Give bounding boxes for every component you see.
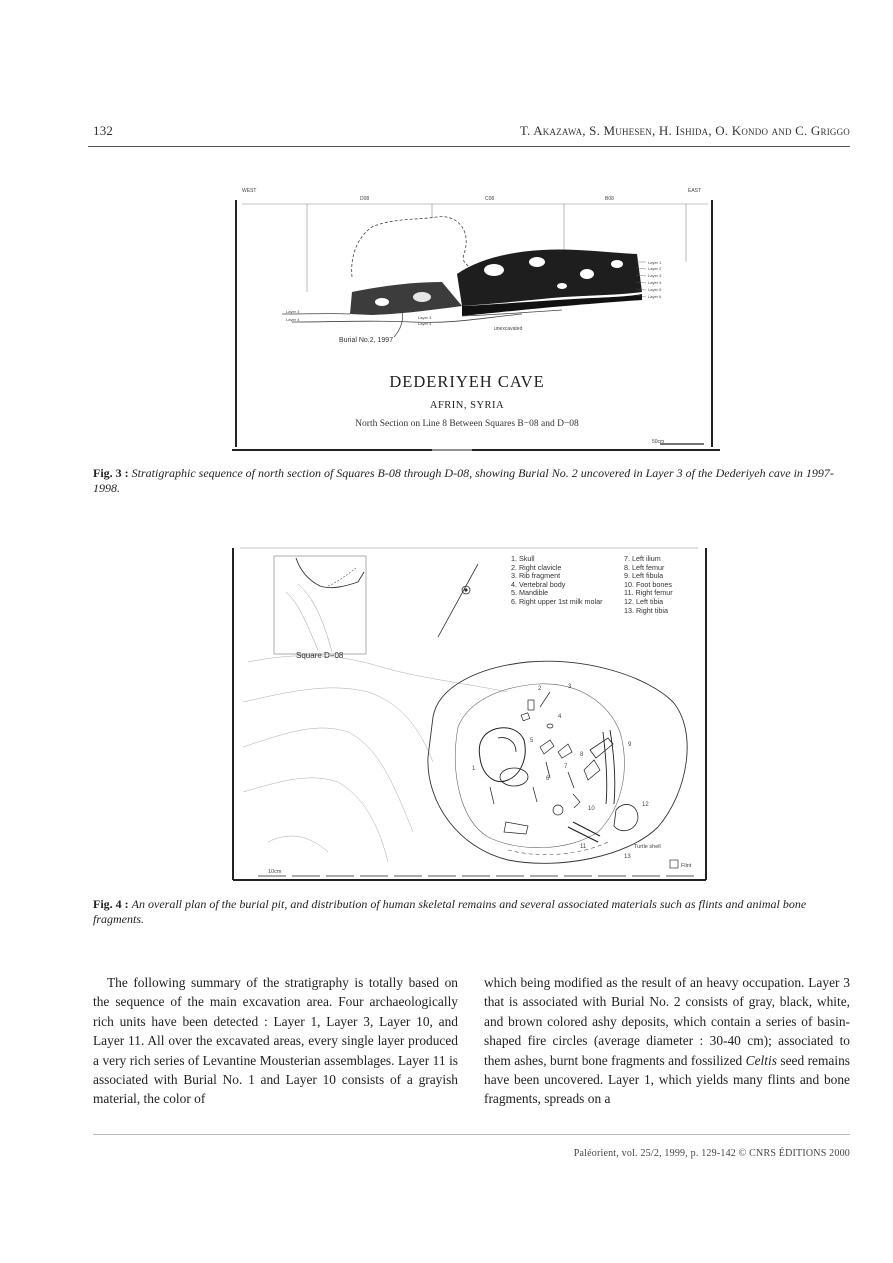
legend-item: 4. Vertebral body <box>511 579 566 589</box>
legend-item: 10. Foot bones <box>624 579 672 589</box>
bone-number-4: 4 <box>558 714 562 720</box>
legend-item: 8. Left femur <box>624 562 665 572</box>
left-layer-3-label: Layer 3 <box>286 309 300 314</box>
west-label: WEST <box>242 188 257 194</box>
legend-item: 1. Skull <box>511 554 535 563</box>
figure-subtitle: AFRIN, SYRIA <box>429 400 505 411</box>
bone-number-6: 6 <box>546 776 550 782</box>
legend-item: 13. Right tibia <box>624 605 668 615</box>
bone-number-13: 13 <box>624 854 631 860</box>
square-b08-label: B08 <box>605 196 614 202</box>
legend-item: 2. Right clavicle <box>511 562 562 572</box>
scale-label: 10cm <box>268 869 282 875</box>
layer-4-label: Layer 4 <box>648 280 662 285</box>
figure-3-caption-text: Stratigraphic sequence of north section of Squares B-08 through D-08, showing Burial No. 2 uncovered in Layer 3 of the Dederiyeh cave in 1997-1998. <box>93 466 834 495</box>
legend-item: 6. Right upper 1st milk molar <box>511 596 603 606</box>
bone-number-2: 2 <box>538 686 542 692</box>
bone-number-11: 11 <box>580 844 587 850</box>
legend-left <box>511 555 602 607</box>
species-name: Celtis <box>745 1052 777 1068</box>
legend-item: 7. Left ilium <box>624 554 661 563</box>
figure-4-caption <box>93 897 851 927</box>
paragraph <box>484 973 850 1109</box>
square-d08-label: D08 <box>360 196 370 202</box>
layer-5-label: Layer 5 <box>648 287 662 292</box>
footer-rule <box>93 1134 850 1135</box>
running-header-authors: T. Akazawa, S. Muhesen, H. Ishida, O. Kondo and C. Griggo <box>519 123 850 138</box>
east-label: EAST <box>688 188 702 194</box>
figure-3-caption-label: Fig. 3 : <box>93 466 129 480</box>
paragraph-text: seed remains have been uncovered. Layer 1, which yields many flints and bone fragments, spreads on a <box>484 1052 850 1107</box>
mid-layer-3-label: Layer 3 <box>418 315 432 320</box>
header-rule <box>88 146 850 147</box>
page-number: 132 <box>93 123 114 138</box>
bone-number-10: 10 <box>588 806 595 812</box>
bone-number-3: 3 <box>568 684 572 690</box>
square-d08-label: Square D−08 <box>296 651 344 660</box>
section-drawing <box>232 182 720 454</box>
mid-layer-4-label: Layer 4 <box>418 321 432 326</box>
footer-citation: Paléorient, vol. 25/2, 1999, p. 129-142 © CNRS ÉDITIONS 2000 <box>573 1148 850 1159</box>
legend-item: 12. Left tibia <box>624 596 664 606</box>
figure-3-caption <box>93 466 851 496</box>
turtle-shell-label: Turtle shell <box>634 844 661 850</box>
paragraph-text: which being modified as the result of an heavy occupation. Layer 3 that is associated with Burial No. 2 consists of gray, black, white, and brown colored ashy deposits, which contain a series of basin-shaped fire circles (average diameter : 30-40 cm); associated to them ashes, burnt bone fragments and fossilized <box>484 975 850 1068</box>
bone-number-8: 8 <box>580 752 584 758</box>
bone-number-9: 9 <box>628 742 632 748</box>
figure-4-caption-text: An overall plan of the burial pit, and distribution of human skeletal remains and several associated materials such as flints and animal bone fragments. <box>93 897 807 926</box>
body-column-2 <box>484 973 850 1109</box>
figure-4-caption-label: Fig. 4 : <box>93 897 129 911</box>
left-layer-4-label: Layer 4 <box>286 317 300 322</box>
paragraph: The following summary of the stratigraphy is totally based on the sequence of the main excavation area. Four archaeologically rich units have been detected : Layer 1, Layer 3, Layer 10, and Layer 11. All over the excavated areas, every single layer produced a very rich series of Levantine Mousterian assemblages. Layer 11 is associated with Burial No. 1 and Layer 10 consists of a grayish material, the color of <box>93 975 458 1107</box>
legend-right <box>624 555 673 615</box>
bone-number-1: 1 <box>472 766 476 772</box>
bone-number-7: 7 <box>564 764 568 770</box>
figure-3 <box>232 182 720 454</box>
layer-1-label: Layer 1 <box>648 260 662 265</box>
square-c08-label: C08 <box>485 196 495 202</box>
legend-item: 9. Left fibula <box>624 571 664 581</box>
bone-number-5: 5 <box>530 738 534 744</box>
burial-label: Burial No.2, 1997 <box>339 337 394 344</box>
legend-item: 5. Mandible <box>511 588 549 598</box>
layer-2-label: Layer 2 <box>648 266 662 271</box>
scale-label: 50cm <box>652 439 665 445</box>
layer-3-label: Layer 3 <box>648 273 662 278</box>
figure-description: North Section on Line 8 Between Squares B−08 and D−08 <box>355 419 579 429</box>
legend-item: 11. Right femur <box>624 588 673 598</box>
flint-label: Flint <box>681 863 692 869</box>
figure-title: DEDERIYEH CAVE <box>389 372 545 391</box>
layer-6-label: Layer 6 <box>648 294 662 299</box>
legend-item: 3. Rib fragment <box>511 571 561 581</box>
figure-4 <box>228 542 714 884</box>
bone-number-12: 12 <box>642 802 649 808</box>
unexcavated-label: unexcavated <box>494 326 523 332</box>
body-column-1 <box>93 973 458 1109</box>
